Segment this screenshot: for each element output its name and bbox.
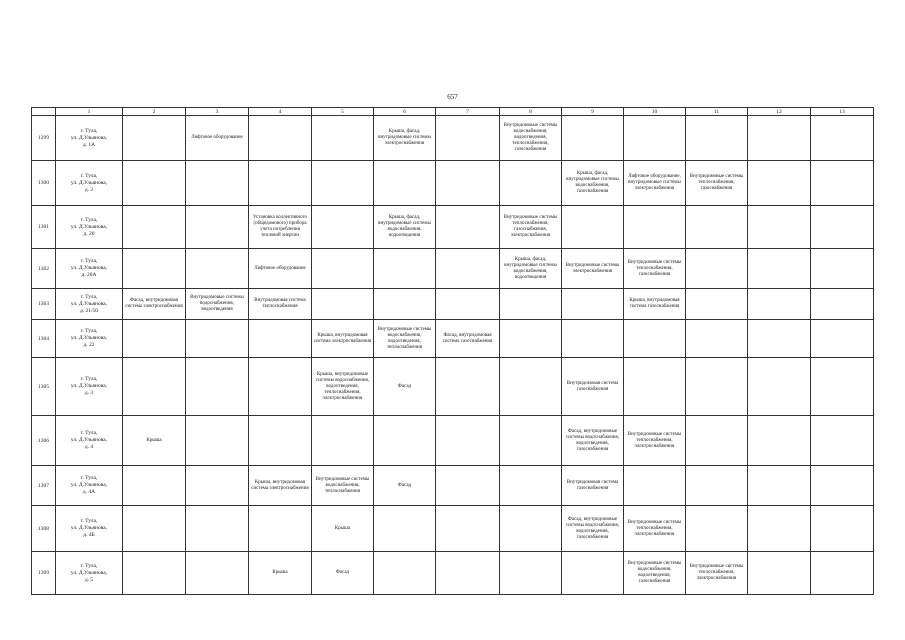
header-cell: 12 <box>748 108 811 116</box>
header-cell: 2 <box>123 108 186 116</box>
work-cell <box>686 206 748 249</box>
row-number-cell: 1308 <box>32 506 56 552</box>
work-cell: Фасад, внутридомовые системы водоснабжения, водоотведения, газоснабжения <box>562 416 624 466</box>
work-cell <box>500 161 562 206</box>
address-line: д. 5 <box>84 576 94 583</box>
header-cell: 6 <box>374 108 436 116</box>
work-cell: Крыша, внутридомовая система электроснабжения <box>249 466 312 506</box>
work-cell <box>500 552 562 595</box>
work-cell <box>436 552 500 595</box>
work-cell <box>436 249 500 289</box>
address-cell <box>56 161 123 206</box>
header-cell: 3 <box>186 108 249 116</box>
work-cell <box>500 289 562 320</box>
work-cell: Фасад <box>374 358 436 416</box>
header-cell: 1 <box>56 108 123 116</box>
work-cell: Фасад <box>312 552 374 595</box>
address-line: ул. Д.Ульянова, <box>70 335 108 341</box>
work-cell <box>686 320 748 358</box>
address-line: д. 3 <box>84 390 94 396</box>
address-cell <box>56 116 123 161</box>
work-cell <box>686 416 748 466</box>
address-line: д. 20А <box>81 272 97 278</box>
work-cell <box>123 466 186 506</box>
work-cell <box>624 358 686 416</box>
address-line: г. Тула, <box>80 172 98 179</box>
work-cell <box>811 552 874 595</box>
table-row <box>32 466 874 506</box>
work-cell <box>374 552 436 595</box>
work-cell: Крыша, фасад, внутридомовые системы электроснабжения <box>374 116 436 161</box>
address-line: д. 2 <box>84 186 94 193</box>
work-cell: Внутридомовые системы теплоснабжения, электроснабжения <box>686 552 748 595</box>
address-line: ул. Д.Ульянова, <box>70 179 108 186</box>
row-number-cell: 1302 <box>32 249 56 289</box>
work-cell <box>123 358 186 416</box>
address-line: г. Тула, <box>80 258 98 264</box>
work-cell <box>562 116 624 161</box>
work-cell <box>436 466 500 506</box>
work-cell <box>436 358 500 416</box>
work-cell: Крыша, внутридомовые системы водоснабжения, водоотведения, теплоснабжения, электроснабжения <box>312 358 374 416</box>
header-cell: 4 <box>249 108 312 116</box>
work-cell <box>436 506 500 552</box>
work-cell: Фасад, внутридомовая система газоснабжения <box>436 320 500 358</box>
work-cell <box>123 161 186 206</box>
address-line: г. Тула, <box>80 518 98 524</box>
work-cell <box>748 466 811 506</box>
address-cell <box>56 358 123 416</box>
table-row <box>32 206 874 249</box>
table-row <box>32 358 874 416</box>
work-cell <box>123 249 186 289</box>
address-line: г. Тула, <box>80 127 98 134</box>
work-cell: Фасад, внутридомовая система электроснабжения <box>123 289 186 320</box>
work-cell: Крыша, фасад, внутридомовые системы водоснабжения, газоснабжения <box>562 161 624 206</box>
work-cell: Внутридомовые системы водоснабжения, водоотведения, теплоснабжения <box>374 320 436 358</box>
address-line: д. 4А <box>82 489 96 495</box>
work-cell <box>374 289 436 320</box>
address-line: д. 22 <box>83 342 95 348</box>
header-cell: 7 <box>436 108 500 116</box>
work-cell <box>123 320 186 358</box>
address-line: ул. Д.Ульянова, <box>70 525 108 531</box>
work-cell <box>312 249 374 289</box>
address-line: ул. Д.Ульянова, <box>70 300 108 307</box>
work-cell <box>123 116 186 161</box>
work-cell <box>123 206 186 249</box>
address-cell <box>56 289 123 320</box>
work-cell <box>624 206 686 249</box>
work-cell: Внутридомовая система газоснабжения <box>562 466 624 506</box>
work-cell <box>562 552 624 595</box>
work-cell <box>186 506 249 552</box>
header-cell-blank <box>32 108 56 116</box>
work-cell <box>811 206 874 249</box>
work-cell <box>186 249 249 289</box>
row-number-cell: 1300 <box>32 161 56 206</box>
work-cell <box>186 552 249 595</box>
work-cell <box>748 249 811 289</box>
work-cell: Внутридомовые системы электроснабжения <box>562 249 624 289</box>
work-cell <box>374 506 436 552</box>
work-cell <box>686 116 748 161</box>
address-line: ул. Д.Ульянова, <box>70 223 108 230</box>
work-cell: Внутридомовая система теплоснабжения <box>249 289 312 320</box>
work-cell <box>436 116 500 161</box>
work-cell: Фасад, внутридомовые системы водоснабжения, водоотведения, газоснабжения <box>562 506 624 552</box>
address-line: ул. Д.Ульянова, <box>70 383 108 389</box>
header-cell: 9 <box>562 108 624 116</box>
work-cell <box>562 289 624 320</box>
work-cell <box>312 289 374 320</box>
work-cell: Внутридомовые системы водоснабжения, водоотведения <box>186 289 249 320</box>
page-number: 657 <box>447 93 458 101</box>
header-cell: 13 <box>811 108 874 116</box>
work-cell <box>811 416 874 466</box>
work-cell <box>249 358 312 416</box>
address-line: ул. Д.Ульянова, <box>70 134 108 141</box>
work-cell <box>811 466 874 506</box>
work-cell: Крыша, внутридомовая система электроснабжения <box>312 320 374 358</box>
work-cell <box>186 161 249 206</box>
address-line: д. 20 <box>83 230 95 237</box>
work-cell: Внутридомовая система газоснабжения <box>562 358 624 416</box>
table-row <box>32 289 874 320</box>
work-cell <box>748 206 811 249</box>
work-cell <box>748 161 811 206</box>
work-cell <box>811 161 874 206</box>
work-cell <box>500 506 562 552</box>
table-row <box>32 249 874 289</box>
work-cell <box>562 206 624 249</box>
work-cell <box>500 320 562 358</box>
work-cell <box>748 552 811 595</box>
work-cell: Внутридомовые системы водоснабжения, теплоснабжения <box>312 466 374 506</box>
work-cell: Фасад <box>374 466 436 506</box>
work-cell: Внутридомовые системы водоснабжения, водоотведения, теплоснабжения, газоснабжения <box>500 116 562 161</box>
work-cell <box>624 320 686 358</box>
row-number-cell: 1301 <box>32 206 56 249</box>
address-line: ул. Д.Ульянова, <box>70 482 108 488</box>
address-line: ул. Д.Ульянова, <box>70 569 108 576</box>
table-row <box>32 116 874 161</box>
work-cell: Лифтовое оборудование <box>249 249 312 289</box>
work-cell <box>562 320 624 358</box>
header-cell: 5 <box>312 108 374 116</box>
address-line: г. Тула, <box>80 293 98 300</box>
address-line: г. Тула, <box>80 562 98 569</box>
work-cell <box>249 116 312 161</box>
work-cell: Внутридомовые системы теплоснабжения, газоснабжения, электроснабжения <box>500 206 562 249</box>
work-cell <box>436 416 500 466</box>
work-cell: Крыша <box>312 506 374 552</box>
table-row <box>32 320 874 358</box>
work-cell <box>686 466 748 506</box>
work-cell <box>436 289 500 320</box>
address-line: ул. Д.Ульянова, <box>70 437 108 443</box>
header-cell: 8 <box>500 108 562 116</box>
table-row <box>32 552 874 595</box>
work-cell <box>374 249 436 289</box>
address-line: д. 4Б <box>83 532 95 538</box>
work-cell: Крыша, внутридомовая система газоснабжения <box>624 289 686 320</box>
row-number-cell: 1306 <box>32 416 56 466</box>
work-cell <box>811 358 874 416</box>
work-cell <box>811 249 874 289</box>
address-cell <box>56 552 123 595</box>
work-cell <box>186 320 249 358</box>
work-cell <box>624 466 686 506</box>
work-cell <box>748 116 811 161</box>
address-line: г. Тула, <box>80 430 98 436</box>
work-cell <box>186 416 249 466</box>
address-cell <box>56 320 123 358</box>
work-cell <box>748 506 811 552</box>
address-cell <box>56 206 123 249</box>
work-cell <box>249 320 312 358</box>
work-cell: Внутридомовые системы теплоснабжения, газоснабжения <box>686 161 748 206</box>
work-cell <box>624 116 686 161</box>
address-cell <box>56 249 123 289</box>
address-cell <box>56 506 123 552</box>
table-row <box>32 506 874 552</box>
work-cell <box>686 289 748 320</box>
header-cell: 10 <box>624 108 686 116</box>
header-row <box>32 108 874 116</box>
work-cell: Крыша, фасад, внутридомовые системы водоснабжения, водоотведения <box>374 206 436 249</box>
work-cell <box>186 206 249 249</box>
work-cell: Крыша <box>249 552 312 595</box>
table-row <box>32 416 874 466</box>
address-line: д. 4 <box>84 444 94 450</box>
work-cell <box>686 249 748 289</box>
work-cell <box>436 206 500 249</box>
work-cell: Установка коллективного (общедомового) прибора учета потребления тепловой энергии <box>249 206 312 249</box>
work-cell: Внутридомовые системы теплоснабжения, электроснабжения <box>624 416 686 466</box>
work-cell <box>686 358 748 416</box>
work-cell <box>374 161 436 206</box>
work-cell <box>686 506 748 552</box>
address-line: д. 21/50 <box>79 307 99 314</box>
work-cell <box>500 416 562 466</box>
work-cell <box>811 506 874 552</box>
row-number-cell: 1304 <box>32 320 56 358</box>
address-cell <box>56 466 123 506</box>
work-cell: Лифтовое оборудование <box>186 116 249 161</box>
work-cell: Лифтовое оборудование, внутридомовые системы электроснабжения <box>624 161 686 206</box>
work-cell <box>748 358 811 416</box>
work-cell <box>312 416 374 466</box>
work-cell: Крыша <box>123 416 186 466</box>
work-cell <box>500 358 562 416</box>
row-number-cell: 1299 <box>32 116 56 161</box>
work-cell <box>436 161 500 206</box>
work-cell <box>186 358 249 416</box>
header-cell: 11 <box>686 108 748 116</box>
work-cell <box>249 506 312 552</box>
address-line: г. Тула, <box>80 475 98 481</box>
work-cell: Внутридомовые системы теплоснабжения, электроснабжения <box>624 506 686 552</box>
address-cell <box>56 416 123 466</box>
address-line: г. Тула, <box>80 216 98 223</box>
work-cell <box>123 552 186 595</box>
work-cell <box>748 289 811 320</box>
work-cell <box>811 116 874 161</box>
address-line: ул. Д.Ульянова, <box>70 265 108 271</box>
row-number-cell: 1307 <box>32 466 56 506</box>
work-cell <box>500 466 562 506</box>
work-cell <box>748 416 811 466</box>
work-cell <box>123 506 186 552</box>
repair-schedule-table <box>31 107 874 595</box>
work-cell <box>811 289 874 320</box>
work-cell: Внутридомовые системы теплоснабжения, газоснабжения <box>624 249 686 289</box>
work-cell <box>249 416 312 466</box>
address-line: г. Тула, <box>80 376 98 382</box>
address-line: д. 1А <box>82 141 96 148</box>
work-cell <box>186 466 249 506</box>
row-number-cell: 1303 <box>32 289 56 320</box>
row-number-cell: 1309 <box>32 552 56 595</box>
work-cell <box>312 206 374 249</box>
work-cell <box>811 320 874 358</box>
table-row <box>32 161 874 206</box>
work-cell <box>748 320 811 358</box>
work-cell <box>312 161 374 206</box>
work-cell <box>374 416 436 466</box>
row-number-cell: 1305 <box>32 358 56 416</box>
address-line: г. Тула, <box>80 328 98 334</box>
work-cell: Внутридомовые системы водоснабжения, водоотведения, газоснабжения <box>624 552 686 595</box>
work-cell: Крыша, фасад, внутридомовые системы водоснабжения, водоотведения <box>500 249 562 289</box>
work-cell <box>312 116 374 161</box>
work-cell <box>249 161 312 206</box>
